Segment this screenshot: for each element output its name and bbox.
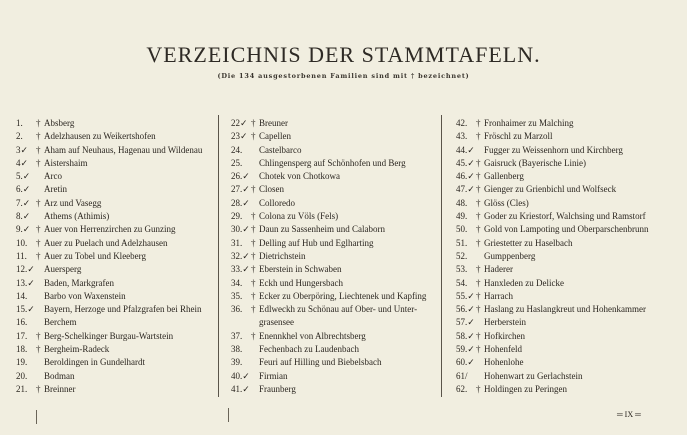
family-name: Fronhaimer zu Malching <box>484 118 574 128</box>
index-entry <box>231 210 436 223</box>
family-name: Firmian <box>259 370 288 381</box>
index-entry <box>231 157 436 170</box>
entry-number: 49. <box>456 211 468 222</box>
index-entry <box>456 117 681 130</box>
entry-number: 21. <box>16 383 28 394</box>
entry-number: 57.✓ <box>456 317 475 328</box>
extinct-dagger-icon: † <box>36 144 41 155</box>
index-entry <box>16 356 216 369</box>
extinct-dagger-icon: † <box>476 184 481 195</box>
entry-number: 31. <box>231 237 243 248</box>
entry-number: 60.✓ <box>456 357 475 368</box>
index-entry <box>456 144 681 157</box>
entry-number: 29. <box>231 211 243 222</box>
index-entry <box>231 356 436 369</box>
extinct-dagger-icon: † <box>476 118 481 128</box>
entry-number: 39. <box>231 357 243 368</box>
entry-number: 54. <box>456 277 468 288</box>
family-name: Colloredo <box>259 197 295 208</box>
extinct-dagger-icon: † <box>36 197 41 208</box>
entry-number: 7.✓ <box>16 197 31 208</box>
scan-mark <box>36 410 37 424</box>
entry-number: 45.✓ <box>456 157 475 168</box>
family-name: Berg-Schelkinger Burgau-Wartstein <box>44 330 174 341</box>
family-name: Auersperg <box>44 264 82 275</box>
entry-number: 2. <box>16 131 23 142</box>
family-name: Closen <box>259 184 285 195</box>
index-entry <box>16 237 216 250</box>
entry-number: 1. <box>16 118 23 128</box>
index-entry <box>16 370 216 383</box>
index-entry <box>456 303 681 316</box>
index-entry <box>16 144 216 157</box>
index-entry <box>16 343 216 356</box>
entry-number: 9.✓ <box>16 224 31 235</box>
entry-number: 8.✓ <box>16 211 31 222</box>
family-name: Aham auf Neuhaus, Hagenau und Wildenau <box>44 144 203 155</box>
extinct-dagger-icon: † <box>476 171 481 182</box>
entry-number: 58.✓ <box>456 330 475 341</box>
extinct-dagger-icon: † <box>251 131 256 142</box>
entry-number: 53. <box>456 264 468 275</box>
index-entry <box>456 290 681 303</box>
extinct-dagger-icon: † <box>476 197 481 208</box>
family-name-continuation: grasensee <box>259 317 294 328</box>
index-entry <box>231 343 436 356</box>
family-name: Berchem <box>44 317 77 328</box>
entry-number: 6.✓ <box>16 184 31 195</box>
extinct-dagger-icon: † <box>36 157 41 168</box>
entry-number: 55.✓ <box>456 290 475 301</box>
index-entry <box>456 263 681 276</box>
entry-number: 42. <box>456 118 468 128</box>
family-name: Eckh und Hungersbach <box>259 277 343 288</box>
family-name: Barbo von Waxenstein <box>44 290 126 301</box>
extinct-dagger-icon: † <box>476 264 481 275</box>
family-name: Fugger zu Weissenhorn und Kirchberg <box>484 144 623 155</box>
family-name: Ecker zu Oberpöring, Liechtenek und Kapfing <box>259 290 427 301</box>
entry-number: 5.✓ <box>16 171 31 182</box>
index-column-3 <box>456 117 681 396</box>
extinct-dagger-icon: † <box>36 131 41 142</box>
column-divider <box>218 115 219 397</box>
family-name: Gienger zu Grienbichl und Wolfseck <box>484 184 617 195</box>
family-name: Absberg <box>44 118 75 128</box>
family-name: Chotek von Chotkowa <box>259 171 340 182</box>
entry-number: 24. <box>231 144 243 155</box>
index-entry <box>16 183 216 196</box>
index-entry <box>16 130 216 143</box>
family-name: Baden, Markgrafen <box>44 277 114 288</box>
extinct-dagger-icon: † <box>36 383 41 394</box>
extinct-dagger-icon: † <box>36 344 41 355</box>
index-entry <box>456 170 681 183</box>
extinct-dagger-icon: † <box>251 264 256 275</box>
index-entry <box>231 290 436 303</box>
entry-number: 20. <box>16 370 28 381</box>
extinct-dagger-icon: † <box>476 131 481 142</box>
extinct-dagger-icon: † <box>36 250 41 261</box>
index-entry <box>16 330 216 343</box>
entry-number: 3✓ <box>16 144 29 155</box>
family-name: Gumppenberg <box>484 250 536 261</box>
family-name: Eberstein in Schwaben <box>259 264 342 275</box>
entry-number: 43. <box>456 131 468 142</box>
extinct-dagger-icon: † <box>476 224 481 235</box>
entry-number: 16. <box>16 317 28 328</box>
family-name: Harrach <box>484 290 513 301</box>
entry-number: 33.✓ <box>231 264 250 275</box>
index-entry <box>231 277 436 290</box>
entry-number: 40.✓ <box>231 370 250 381</box>
index-entry <box>16 277 216 290</box>
family-name: Edlweckh zu Schönau auf Ober- und Unter- <box>259 304 418 315</box>
index-entry <box>16 117 216 130</box>
index-entry <box>456 223 681 236</box>
entry-number: 30.✓ <box>231 224 250 235</box>
extinct-dagger-icon: † <box>36 118 41 128</box>
family-name: Enennkhel von Albrechtsberg <box>259 330 366 341</box>
entry-number: 34. <box>231 277 243 288</box>
family-name: Auer zu Tobel und Kleeberg <box>44 250 147 261</box>
index-entry <box>16 170 216 183</box>
extinct-dagger-icon: † <box>251 211 256 222</box>
extinct-dagger-icon: † <box>251 277 256 288</box>
entry-number: 27.✓ <box>231 184 250 195</box>
page-number: ═ IX ═ <box>617 410 641 419</box>
extinct-dagger-icon: † <box>251 184 256 195</box>
family-name: Gallenberg <box>484 171 524 182</box>
index-entry <box>456 250 681 263</box>
index-entry <box>16 197 216 210</box>
family-name: Bayern, Herzoge und Pfalzgrafen bei Rhein <box>44 304 202 315</box>
family-name: Dietrichstein <box>259 250 306 261</box>
entry-number: 51. <box>456 237 468 248</box>
extinct-dagger-icon: † <box>476 237 481 248</box>
index-column-1 <box>16 117 216 396</box>
family-name: Haslang zu Haslangkreut und Hohenkammer <box>484 304 646 315</box>
entry-number: 61/ <box>456 370 468 381</box>
family-name: Auer von Herrenzirchen zu Gunzing <box>44 224 176 235</box>
family-name: Hohenwart zu Gerlachstein <box>484 370 583 381</box>
family-name: Aistershaim <box>44 157 88 168</box>
extinct-dagger-icon: † <box>251 224 256 235</box>
family-name: Breuner <box>259 118 288 128</box>
extinct-dagger-icon: † <box>251 330 256 341</box>
entry-number: 35. <box>231 290 243 301</box>
family-name: Capellen <box>259 131 291 142</box>
family-name: Auer zu Puelach und Adelzhausen <box>44 237 168 248</box>
extinct-dagger-icon: † <box>36 224 41 235</box>
family-name: Bodman <box>44 370 75 381</box>
entry-number: 28.✓ <box>231 197 250 208</box>
entry-number: 32.✓ <box>231 250 250 261</box>
index-entry <box>231 183 436 196</box>
entry-number: 36. <box>231 304 243 315</box>
extinct-dagger-icon: † <box>476 330 481 341</box>
index-entry <box>231 303 436 316</box>
entry-number: 12.✓ <box>16 264 35 275</box>
extinct-dagger-icon: † <box>476 157 481 168</box>
index-entry <box>231 197 436 210</box>
entry-number: 41.✓ <box>231 383 250 394</box>
index-entry <box>456 237 681 250</box>
entry-number: 56.✓ <box>456 304 475 315</box>
entry-number: 15.✓ <box>16 304 35 315</box>
family-name: Hohenfeld <box>484 344 522 355</box>
index-column-2 <box>231 117 436 396</box>
extinct-dagger-icon: † <box>476 344 481 355</box>
family-name: Colona zu Völs (Fels) <box>259 211 339 222</box>
extinct-dagger-icon: † <box>36 237 41 248</box>
family-name: Gold von Lampoting und Oberparschenbrunn <box>484 224 649 235</box>
family-name: Delling auf Hub und Eglharting <box>259 237 374 248</box>
index-entry <box>456 343 681 356</box>
family-name: Fraunberg <box>259 383 296 394</box>
index-entry <box>456 210 681 223</box>
entry-number: 26.✓ <box>231 171 250 182</box>
index-entry <box>231 130 436 143</box>
family-name: Athems (Athimis) <box>44 211 110 222</box>
entry-number: 38. <box>231 344 243 355</box>
index-entry <box>456 157 681 170</box>
index-entry <box>456 316 681 329</box>
family-name: Fechenbach zu Laudenbach <box>259 344 359 355</box>
extinct-dagger-icon: † <box>476 383 481 394</box>
index-entry <box>456 183 681 196</box>
index-entry <box>231 370 436 383</box>
entry-number: 22✓ <box>231 118 248 128</box>
extinct-dagger-icon: † <box>476 304 481 315</box>
extinct-dagger-icon: † <box>476 211 481 222</box>
family-name: Haderer <box>484 264 513 275</box>
entry-number: 11. <box>16 250 27 261</box>
entry-number: 46.✓ <box>456 171 475 182</box>
family-name: Hanxleden zu Delicke <box>484 277 564 288</box>
extinct-dagger-icon: † <box>251 237 256 248</box>
index-entry <box>231 250 436 263</box>
extinct-dagger-icon: † <box>251 118 256 128</box>
family-name: Aretin <box>44 184 67 195</box>
index-entry <box>456 197 681 210</box>
family-name: Beroldingen in Gundelhardt <box>44 357 145 368</box>
index-entry <box>16 223 216 236</box>
family-name: Herberstein <box>484 317 526 328</box>
family-name: Breinner <box>44 383 76 394</box>
index-entry <box>231 237 436 250</box>
index-entry <box>231 144 436 157</box>
entry-number: 19. <box>16 357 28 368</box>
entry-number: 4✓ <box>16 157 29 168</box>
entry-number: 18. <box>16 344 28 355</box>
entry-number: 48. <box>456 197 468 208</box>
family-name: Goder zu Kriestorf, Walchsing und Ramstorf <box>484 211 646 222</box>
index-entry <box>231 383 436 396</box>
entry-number: 59.✓ <box>456 344 475 355</box>
extinct-dagger-icon: † <box>476 277 481 288</box>
family-name: Bergheim-Radeck <box>44 344 110 355</box>
index-entry <box>231 223 436 236</box>
extinct-dagger-icon: † <box>251 304 256 315</box>
family-name: Griestetter zu Haselbach <box>484 237 573 248</box>
family-name: Gaisruck (Bayerische Linie) <box>484 157 586 168</box>
extinct-dagger-icon: † <box>251 250 256 261</box>
entry-number: 62. <box>456 383 468 394</box>
index-entry <box>16 250 216 263</box>
family-name: Arz und Vasegg <box>44 197 102 208</box>
entry-number: 25. <box>231 157 243 168</box>
index-entry <box>456 130 681 143</box>
family-name: Chlingensperg auf Schönhofen und Berg <box>259 157 406 168</box>
index-entry <box>231 330 436 343</box>
family-name: Daun zu Sassenheim und Calaborn <box>259 224 385 235</box>
index-entry <box>16 316 216 329</box>
entry-number: 52. <box>456 250 468 261</box>
index-entry <box>16 303 216 316</box>
index-entry <box>16 383 216 396</box>
family-name: Castelbarco <box>259 144 302 155</box>
family-name: Hofkirchen <box>484 330 525 341</box>
index-entry <box>456 370 681 383</box>
index-entry <box>16 210 216 223</box>
family-name: Feuri auf Hilling und Biebelsbach <box>259 357 382 368</box>
index-entry <box>231 263 436 276</box>
entry-number: 17. <box>16 330 28 341</box>
entry-number: 23✓ <box>231 131 248 142</box>
entry-number: 14. <box>16 290 28 301</box>
column-divider <box>441 115 442 397</box>
family-name: Holdingen zu Peringen <box>484 383 567 394</box>
entry-number: 47.✓ <box>456 184 475 195</box>
family-name: Hohenlohe <box>484 357 524 368</box>
entry-number: 50. <box>456 224 468 235</box>
entry-number: 10. <box>16 237 28 248</box>
family-name: Glöss (Cles) <box>484 197 529 208</box>
index-entry <box>456 383 681 396</box>
entry-number: 13.✓ <box>16 277 35 288</box>
extinct-dagger-icon: † <box>36 330 41 341</box>
index-entry <box>456 356 681 369</box>
entry-number: 44.✓ <box>456 144 475 155</box>
family-name: Fröschl zu Marzoll <box>484 131 553 142</box>
entry-number: 37. <box>231 330 243 341</box>
family-name: Adelzhausen zu Weikertshofen <box>44 131 156 142</box>
index-entry <box>231 117 436 130</box>
scan-mark <box>228 408 229 422</box>
index-entry <box>16 157 216 170</box>
family-name: Arco <box>44 171 62 182</box>
index-entry <box>16 263 216 276</box>
page-title: VERZEICHNIS DER STAMMTAFELN. <box>146 42 541 67</box>
extinct-dagger-icon: † <box>251 290 256 301</box>
index-entry <box>231 170 436 183</box>
page-subtitle: (Die 134 ausgestorbenen Familien sind mit † bezeichnet) <box>217 72 470 80</box>
index-entry <box>16 290 216 303</box>
index-entry <box>456 277 681 290</box>
extinct-dagger-icon: † <box>476 290 481 301</box>
index-entry <box>456 330 681 343</box>
